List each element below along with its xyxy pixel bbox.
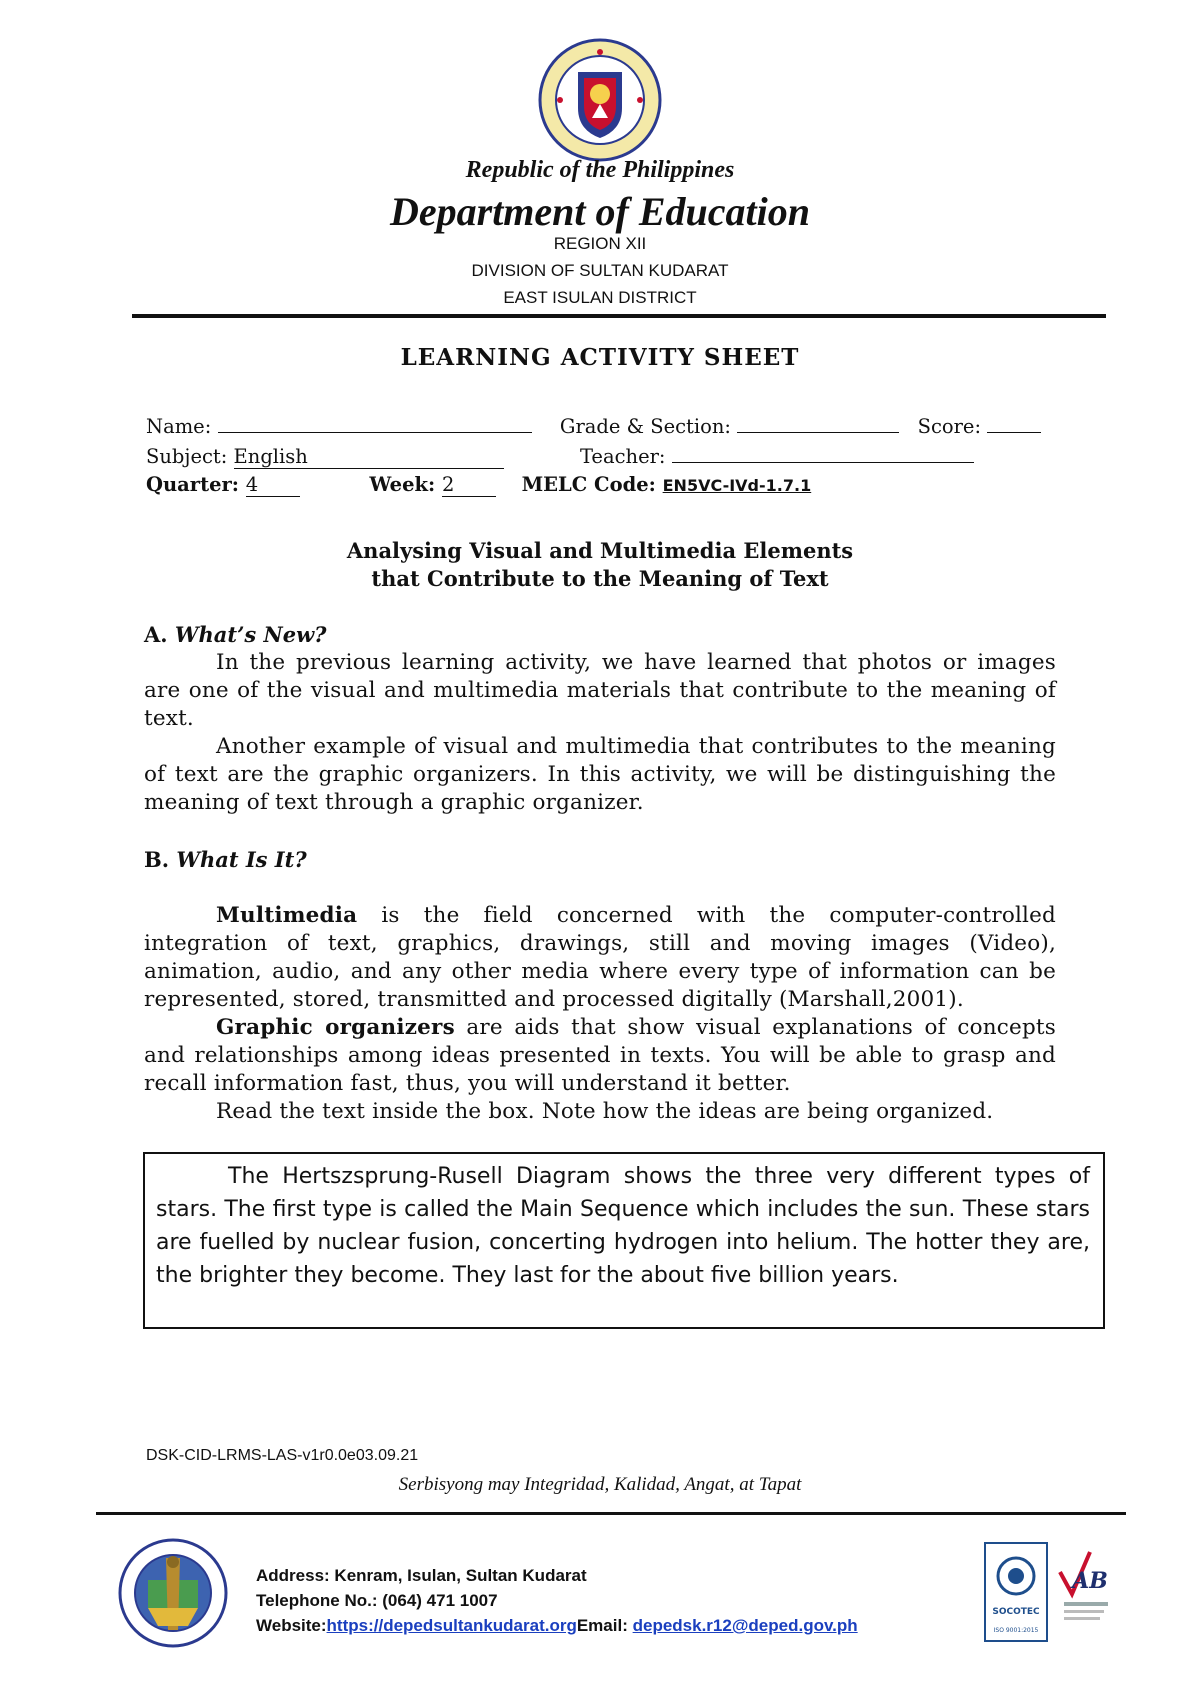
quarter-label: Quarter: bbox=[146, 473, 239, 496]
division-line: DIVISION OF SULTAN KUDARAT bbox=[471, 261, 729, 280]
section-a-title: What’s New? bbox=[174, 622, 327, 647]
section-b-title: What Is It? bbox=[176, 847, 307, 872]
melc-value: EN5VC-IVd-1.7.1 bbox=[662, 476, 812, 495]
address-value: Kenram, Isulan, Sultan Kudarat bbox=[334, 1566, 587, 1585]
header-divider bbox=[132, 314, 1106, 318]
region-line: REGION XII bbox=[553, 234, 647, 253]
deped-seal bbox=[538, 38, 662, 162]
section-b-paragraph-3: Read the text inside the box. Note how the ideas are being organized. bbox=[216, 1099, 994, 1124]
form-row-1 bbox=[146, 412, 1041, 438]
score-label: Score: bbox=[917, 415, 982, 438]
form-row-3 bbox=[146, 473, 811, 497]
telephone-label: Telephone No.: bbox=[256, 1591, 378, 1610]
telephone-value: (064) 471 1007 bbox=[382, 1591, 498, 1610]
section-b-paragraph-1 bbox=[144, 902, 1056, 1014]
lesson-title-line-2: that Contribute to the Meaning of Text bbox=[371, 566, 829, 591]
socotec-label: SOCOTEC bbox=[992, 1607, 1040, 1617]
name-field[interactable] bbox=[218, 412, 532, 433]
grade-section-field[interactable] bbox=[737, 412, 899, 433]
department-name: Department of Education bbox=[389, 189, 811, 234]
section-b-heading bbox=[144, 847, 307, 872]
subject-value: English bbox=[233, 445, 308, 468]
address-label: Address: bbox=[256, 1566, 330, 1585]
grade-section-label: Grade & Section: bbox=[559, 415, 731, 438]
website-email-line bbox=[256, 1613, 858, 1638]
section-a-paragraph-1: In the previous learning activity, we have learned that photos or images are one of the visual and multimedia materials that contribute to the meaning of text. bbox=[144, 650, 1056, 731]
reading-text: The Hertszsprung-Rusell Diagram shows the three very different types of stars. The first type is called the Main Sequence which includes the sun. These stars are fuelled by nuclear fusion, concerting hydrogen into helium. The hotter they are, the brighter they become. They last for the about five billion years. bbox=[156, 1164, 1090, 1288]
ab-cert-logo bbox=[1056, 1542, 1112, 1642]
teacher-label: Teacher: bbox=[579, 445, 666, 468]
name-label: Name: bbox=[146, 415, 212, 438]
subject-field[interactable] bbox=[234, 445, 504, 469]
website-link[interactable]: https://depedsultankudarat.org bbox=[326, 1616, 577, 1635]
section-a-heading bbox=[144, 622, 326, 647]
graphic-organizers-definition: are aids that show visual explanations of concepts and relationships among ideas presented in texts. You will be able to grasp and recall information fast, thus, you will understand it better. bbox=[144, 1015, 1056, 1096]
teacher-field[interactable] bbox=[672, 442, 974, 463]
motto: Serbisyong may Integridad, Kalidad, Angat, at Tapat bbox=[398, 1474, 802, 1495]
socotec-cert-logo bbox=[984, 1542, 1048, 1642]
iso-label: ISO 9001:2015 bbox=[993, 1627, 1039, 1634]
multimedia-term: Multimedia bbox=[216, 903, 358, 928]
address-line bbox=[256, 1563, 858, 1588]
score-field[interactable] bbox=[987, 412, 1041, 433]
telephone-line bbox=[256, 1588, 858, 1613]
district-line: EAST ISULAN DISTRICT bbox=[503, 288, 697, 307]
division-seal bbox=[118, 1538, 228, 1648]
graphic-organizers-term: Graphic organizers bbox=[216, 1015, 455, 1040]
footer-divider bbox=[96, 1512, 1126, 1515]
ab-label: AB bbox=[1072, 1568, 1108, 1594]
section-b-paragraph-2 bbox=[144, 1014, 1056, 1098]
sheet-title: LEARNING ACTIVITY SHEET bbox=[400, 344, 800, 371]
week-field[interactable] bbox=[442, 473, 496, 497]
week-label: Week: bbox=[369, 473, 436, 496]
melc-label: MELC Code: bbox=[521, 473, 656, 496]
section-a-paragraph-2: Another example of visual and multimedia that contributes to the meaning of text are the graphic organizers. In this activity, we will be distinguishing the meaning of text through a graphic organizer. bbox=[144, 734, 1056, 815]
footer-contact bbox=[256, 1563, 858, 1638]
section-a-letter: A. bbox=[144, 622, 168, 647]
week-value: 2 bbox=[442, 473, 455, 496]
website-label: Website: bbox=[256, 1616, 327, 1635]
email-link[interactable]: depedsk.r12@deped.gov.ph bbox=[632, 1616, 858, 1635]
multimedia-definition: is the field concerned with the computer-controlled integration of text, graphics, drawings, still and moving images (Video), animation, audio, and any other media where every type of information can be represented, stored, transmitted and processed digitally (Marshall,2001). bbox=[144, 903, 1056, 1012]
republic-line: Republic of the Philippines bbox=[465, 157, 735, 183]
document-code: DSK-CID-LRMS-LAS-v1r0.0e03.09.21 bbox=[146, 1447, 419, 1464]
email-label: Email: bbox=[576, 1616, 628, 1635]
form-row-2 bbox=[146, 442, 974, 469]
subject-label: Subject: bbox=[146, 445, 228, 468]
quarter-field[interactable] bbox=[246, 473, 300, 497]
quarter-value: 4 bbox=[245, 473, 259, 496]
lesson-title-line-1: Analysing Visual and Multimedia Elements bbox=[346, 538, 854, 563]
section-b-letter: B. bbox=[144, 847, 170, 872]
